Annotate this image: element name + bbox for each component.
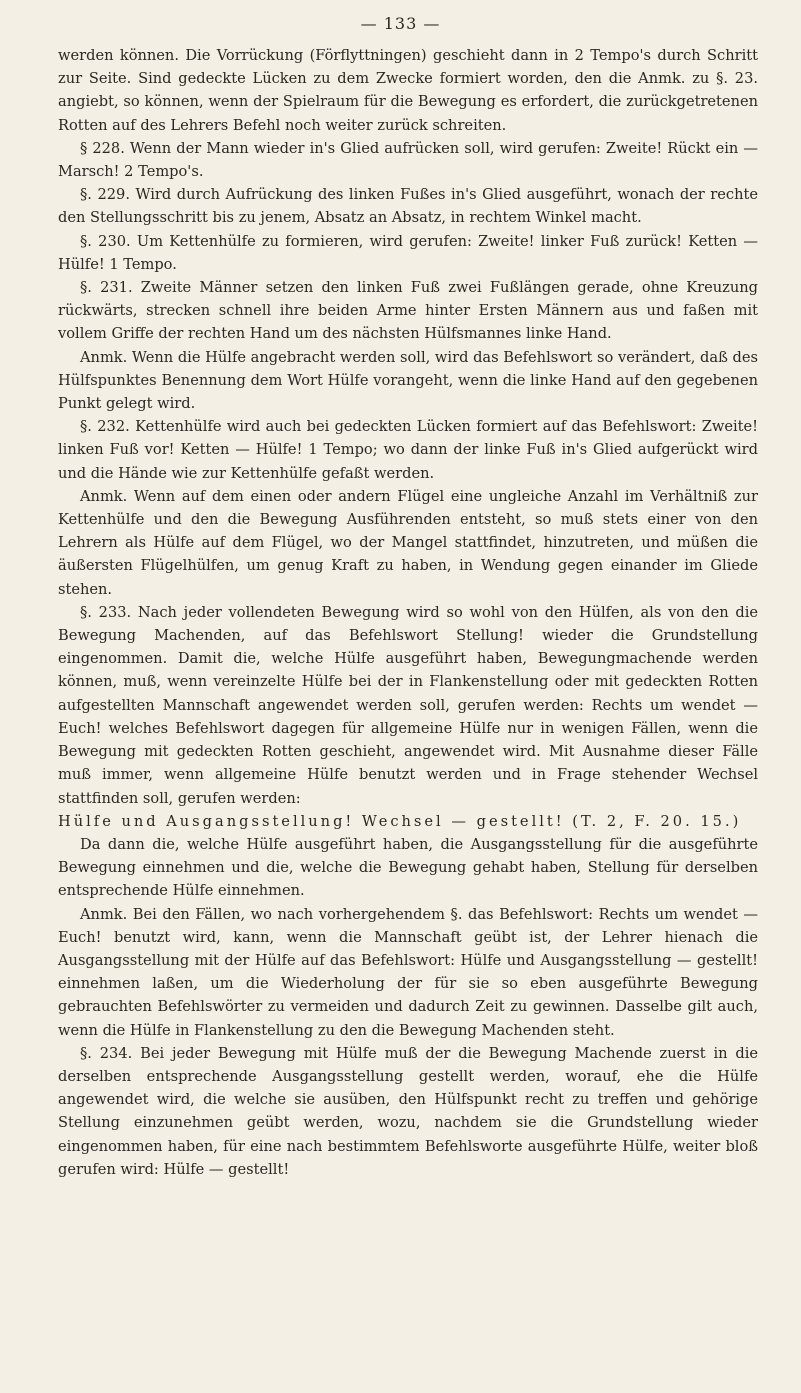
paragraph-232: §. 232. Kettenhülfe wird auch bei gedeckten Lücken formiert auf das Befehlswort: Zweite! linken Fuß vor! Ketten — Hülfe! 1 Tempo; wo dann der linke Fuß in's Glied aufgerückt wird und die Hände wie zur Kettenhülfe gefaßt werden. <box>58 418 758 482</box>
paragraph-228: § 228. Wenn der Mann wieder in's Glied aufrücken soll, wird gerufen: Zweite! Rückt ein — Marsch! 2 Tempo's. <box>58 139 758 181</box>
paragraph-233: §. 233. Nach jeder vollendeten Bewegung wird so wohl von den Hülfen, als von den die Bewegung Machenden, auf das Befehlswort Stellung! wieder die Grundstellung eingenommen. Damit die, welche Hülfe ausgeführt haben, Bewegungmachende werden können, muß, wenn vereinzelte Hülfe bei der in Flankenstellung oder mit gedeckten Rotten aufgestellten Mannschaft angewendet werden soll, gerufen werden: Rechts um wendet — Euch! welches Befehlswort dagegen für allgemeine Hülfe nur in wenigen Fällen, wenn die Bewegung mit gedeckten Rotten geschieht, angewendet wird. Mit Ausnahme dieser Fälle muß immer, wenn allgemeine Hülfe benutzt werden und in Frage stehender Wechsel stattfinden soll, gerufen werden: <box>58 603 758 807</box>
note-232: Anmk. Wenn auf dem einen oder andern Flügel eine ungleiche Anzahl im Verhältniß zur Kettenhülfe und den die Bewegung Ausführenden entsteht, so muß stets einer von den Lehrern als Hülfe auf dem Flügel, wo der Mangel stattfindet, hinzutreten, und müßen die äußersten Flügelhülfen, um genug Kraft zu haben, in Wendung gegen einander im Gliede stehen. <box>58 487 758 598</box>
body-text <box>58 44 758 1181</box>
note-231: Anmk. Wenn die Hülfe angebracht werden soll, wird das Befehlswort so verändert, daß des Hülfspunktes Benennung dem Wort Hülfe vorangeht, wenn die linke Hand auf den gegebenen Punkt gelegt wird. <box>58 348 758 413</box>
paragraph-229: §. 229. Wird durch Aufrückung des linken Fußes in's Glied ausgeführt, wonach der rechte den Stellungsschritt bis zu jenem, Absatz an Absatz, in rechtem Winkel macht. <box>58 186 758 227</box>
command-line: Hülfe und Ausgangsstellung! Wechsel — gestellt! (T. 2, F. 20. 15.) <box>58 812 742 830</box>
paragraph-234: §. 234. Bei jeder Bewegung mit Hülfe muß der die Bewegung Machende zuerst in die derselben entsprechende Ausgangsstellung gestellt werden, worauf, ehe die Hülfe angewendet wird, die welche sie ausüben, den Hülfspunkt recht zu treffen und gehörige Stellung einzunehmen geübt werden, wozu, nachdem sie die Grundstellung wieder eingenommen haben, für eine nach bestimmtem Befehlsworte ausgeführte Hülfe, weiter bloß gerufen wird: Hülfe — gestellt! <box>58 1044 758 1178</box>
paragraph-continued: werden können. Die Vorrückung (Förflyttningen) geschieht dann in 2 Tempo's durch Schritt zur Seite. Sind gedeckte Lücken zu dem Zwecke formiert worden, den die Anmk. zu §. 23. angiebt, so können, wenn der Spielraum für die Bewegung es erfordert, die zurückgetretenen Rotten auf des Lehrers Befehl noch weiter zurück schreiten. <box>58 47 758 134</box>
paragraph-231: §. 231. Zweite Männer setzen den linken Fuß zwei Fußlängen gerade, ohne Kreuzung rückwärts, strecken schnell ihre beiden Arme hinter Ersten Männern aus und faßen mit vollem Griffe der rechten Hand um des nächsten Hülfsmannes linke Hand. <box>58 279 758 343</box>
page-number: — 133 — <box>360 14 441 33</box>
paragraph-233-cont: Da dann die, welche Hülfe ausgeführt haben, die Ausgangsstellung für die ausgeführte Bewegung einnehmen und die, welche die Bewegung gehabt haben, Stellung für derselben entsprechende Hülfe einnehmen. <box>58 835 758 900</box>
note-233: Anmk. Bei den Fällen, wo nach vorhergehendem §. das Befehlswort: Rechts um wendet — Euch! benutzt wird, kann, wenn die Mannschaft geübt ist, der Lehrer hienach die Ausgangsstellung mit der Hülfe auf das Befehlswort: Hülfe und Ausgangsstellung — gestellt! einnehmen laßen, um die Wiederholung der für sie so eben ausgeführte Bewegung gebrauchten Befehlswörter zu vermeiden und dadurch Zeit zu gewinnen. Dasselbe gilt auch, wenn die Hülfe in Flankenstellung zu den die Bewegung Machenden steht. <box>58 905 758 1039</box>
paragraph-230: §. 230. Um Kettenhülfe zu formieren, wird gerufen: Zweite! linker Fuß zurück! Ketten — Hülfe! 1 Tempo. <box>58 232 758 273</box>
